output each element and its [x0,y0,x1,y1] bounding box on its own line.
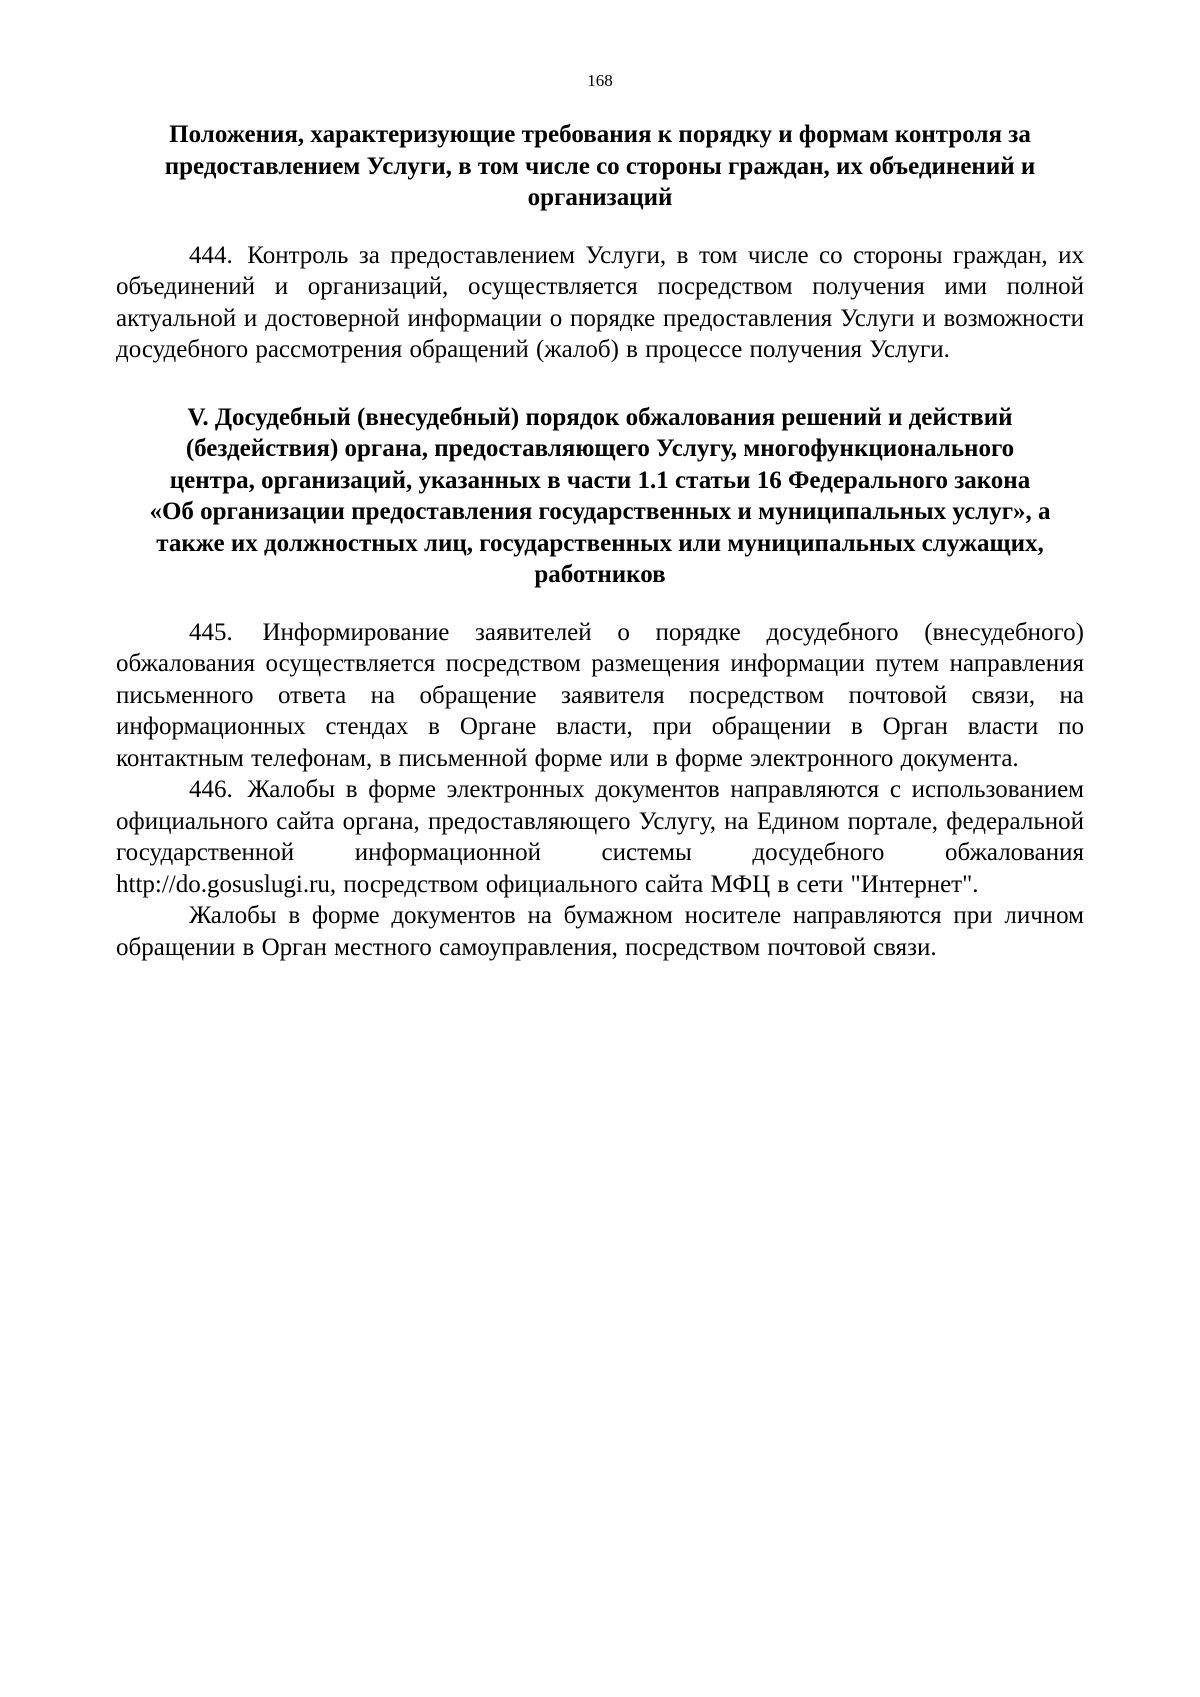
paragraph-number: 444. [189,241,233,269]
heading-line: также их должностных лиц, государственных или муниципальных служащих, [156,529,1044,557]
paragraph-444 [116,240,1084,366]
paragraph-text: Контроль за предоставлением Услуги, в том числе со стороны граждан, их объединений и организаций, осуществляется посредством получения ими полной актуальной и достоверной информации о порядке предоставления Услуги и возможности досудебного рассмотрения обращений (жалоб) в процессе получения Услуги. [116,241,1084,363]
heading-line: работников [534,561,666,588]
section-heading-control [116,119,1084,214]
heading-line: V. Досудебный (внесудебный) порядок обжалования решений и действий [187,403,1013,431]
heading-line: предоставлением Услуги, в том числе со стороны граждан, их объединений и [164,152,1036,180]
heading-line: (бездействия) органа, предоставляющего Услугу, многофункционального [185,435,1015,462]
paragraph-text: Информирование заявителей о порядке досудебного (внесудебного) обжалования осуществляется посредством размещения информации путем направления письменного ответа на обращение заявителя посредством почтовой связи, на информационных стендах в Органе власти, при обращении в Орган власти по контактным телефонам, в письменной форме или в форме электронного документа. [116,618,1085,772]
paragraph-text: Жалобы в форме документов на бумажном носителе направляются при личном обращении в Орган местного самоуправления, посредством почтовой связи. [116,902,1084,961]
section-heading-appeal [116,402,1084,591]
document-body [116,119,1084,963]
heading-line: «Об организации предоставления государственных и муниципальных услуг», а [149,498,1051,525]
heading-line: Положения, характеризующие требования к порядку и формам контроля за [169,121,1031,148]
paragraph-number: 446. [189,776,233,803]
paragraph-number: 445. [189,618,233,646]
heading-line: организаций [527,184,673,211]
heading-line: центра, организаций, указанных в части 1.1 статьи 16 Федерального закона [169,466,1031,494]
paragraph-paper-complaints [116,900,1084,963]
paragraph-446 [116,774,1084,900]
paragraph-text: Жалобы в форме электронных документов направляются с использованием официального сайта органа, предоставляющего Услугу, на Едином портале, федеральной государственной информационной системы досудебного обжалования http://do.gosuslugi.ru, посредством официального сайта МФЦ в сети "Интернет". [116,776,1085,898]
page-number: 168 [587,71,613,90]
paragraph-445 [116,617,1084,775]
